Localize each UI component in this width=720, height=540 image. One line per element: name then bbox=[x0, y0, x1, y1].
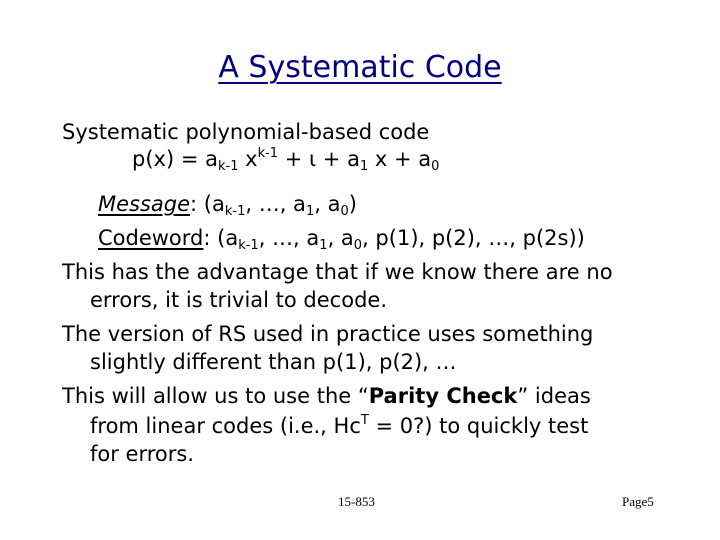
course-number: 15-853 bbox=[338, 494, 375, 509]
page-number: Page5 bbox=[622, 494, 654, 509]
version-line-2: slightly different than p(1), p(2), … bbox=[90, 350, 457, 374]
poly-sub: 1 bbox=[359, 159, 369, 174]
parity-line-2 bbox=[90, 412, 588, 440]
codeword-text: , …, a bbox=[258, 226, 320, 250]
poly-sup: k-1 bbox=[257, 146, 279, 161]
message-sub: 1 bbox=[305, 204, 315, 219]
parity-line-3: for errors. bbox=[90, 442, 195, 466]
poly-sub: 0 bbox=[431, 159, 440, 174]
poly-sub: k-1 bbox=[217, 159, 239, 174]
advantage-line-1: This has the advantage that if we know there are no bbox=[62, 260, 613, 284]
message-sub: 0 bbox=[340, 204, 349, 219]
parity-text: ” ideas bbox=[517, 384, 591, 408]
version-line-1: The version of RS used in practice uses something bbox=[62, 322, 594, 346]
message-sub: k-1 bbox=[224, 204, 246, 219]
parity-check-term: Parity Check bbox=[368, 384, 518, 408]
slide-title: A Systematic Code bbox=[218, 50, 502, 85]
codeword-sub: 0 bbox=[353, 238, 363, 253]
codeword-line bbox=[98, 224, 585, 252]
parity-text: from linear codes (i.e., Hc bbox=[90, 414, 361, 438]
message-label: Message bbox=[98, 192, 191, 216]
poly-text: x bbox=[238, 147, 258, 171]
codeword-text: , p(1), p(2), …, p(2s)) bbox=[362, 226, 585, 250]
codeword-sub: 1 bbox=[319, 238, 328, 253]
message-text: , …, a bbox=[245, 192, 306, 216]
poly-text: + ι + a bbox=[278, 147, 360, 171]
poly-text: x + a bbox=[368, 147, 432, 171]
message-text: , a bbox=[314, 192, 341, 216]
parity-text: This will allow us to use the “ bbox=[62, 384, 369, 408]
message-line bbox=[98, 190, 357, 218]
advantage-line-2: errors, it is trivial to decode. bbox=[90, 288, 387, 312]
intro-line: Systematic polynomial-based code bbox=[62, 120, 430, 144]
codeword-label: Codeword bbox=[98, 226, 204, 250]
codeword-sub: k-1 bbox=[238, 238, 259, 253]
parity-line-1 bbox=[62, 382, 591, 410]
poly-text: p(x) = a bbox=[132, 147, 218, 171]
message-text: : (a bbox=[190, 192, 225, 216]
message-text: ) bbox=[348, 192, 357, 216]
codeword-text: , a bbox=[327, 226, 354, 250]
parity-text: = 0?) to quickly test bbox=[368, 414, 589, 438]
codeword-text: : (a bbox=[203, 226, 239, 250]
transpose-sup: T bbox=[360, 413, 369, 428]
polynomial-line bbox=[132, 145, 439, 173]
